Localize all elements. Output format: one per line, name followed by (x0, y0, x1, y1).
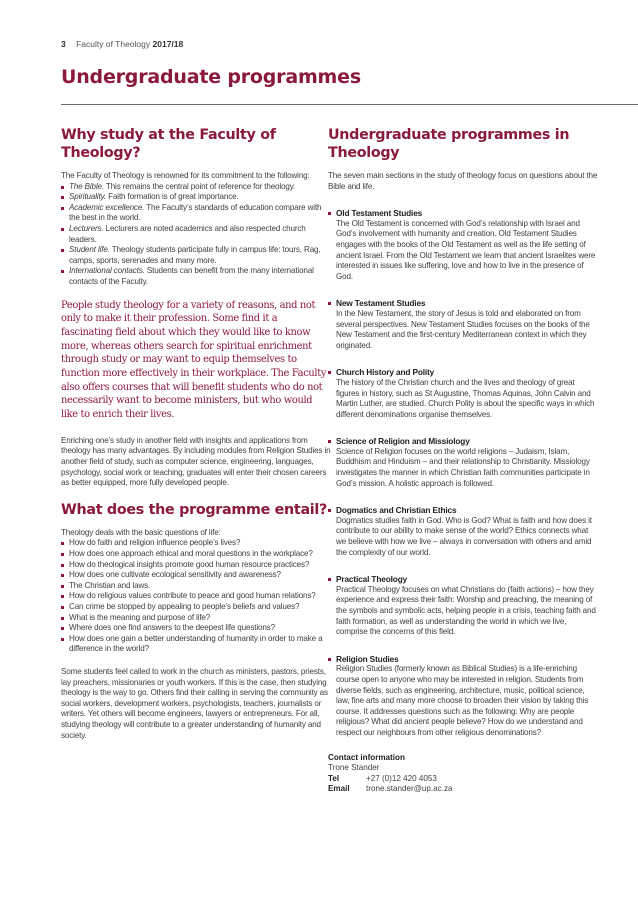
programmes-intro: The seven main sections in the study of theology focus on questions about the Bible and life. (328, 171, 598, 191)
bullet-text: The Faculty’s standards of education compare with the best in the world. (69, 202, 322, 223)
contact-heading: Contact information (328, 752, 405, 762)
list-item: How does one gain a better understanding of humanity in order to make a difference in the world? (61, 634, 331, 655)
contact-name: Trone Stander (328, 763, 380, 773)
programme-title: Old Testament Studies (336, 208, 423, 219)
title-divider (61, 104, 638, 105)
programme-item (328, 208, 598, 282)
programme-description: In the New Testament, the story of Jesus is told and elaborated on from several perspectives. New Testament Studies focuses on the books of the New Testament and the first-century Mediterranean context in which they originated. (336, 308, 590, 350)
bullet-term: The Bible. (69, 181, 104, 191)
list-item: How do theological insights promote good human resource practices? (61, 560, 331, 571)
list-item (61, 203, 331, 224)
programme-entail-heading: What does the programme entail? (61, 501, 327, 518)
bullet-text: Students can benefit from the many international contacts of the Faculty. (69, 266, 314, 286)
bullet-text: This remains the central point of reference for theology. (103, 181, 296, 191)
contact-block (328, 753, 598, 795)
commitment-list (61, 182, 331, 288)
email-label: Email (328, 784, 350, 794)
list-item: The Christian and laws. (61, 581, 331, 592)
programme-title: New Testament Studies (336, 298, 426, 309)
programme-description: The Old Testament is concerned with God’s relationship with Israel and God’s involvement with humanity and creation. Old Testament Studies engages with the books of the Old Testament as well as the life setting of ancient Israel. From the Old Testament we learn that ancient Israelites were interested in issues like suffering, love and how to live in the presence of God. (336, 218, 596, 281)
enrich-paragraph: Enriching one’s study in another field with insights and applications from theology has many advantages. By including modules from Religion Studies in another field of study, such as computer science, engineering, languages, psychology, social work or teaching, graduates will enter their chosen careers as better equipped, more fully developed people. (61, 435, 331, 488)
programme-description: Religion Studies (formerly known as Biblical Studies) is a life-enriching course open to anyone who may be interested in religion. Students from diverse fields, such as engineering, architecture, music, political science, law, fine arts and many more choose to broaden their vision by taking this course. It addresses questions such as the following: Why are people religious? What did ancient people believe? How do we understand and respect our neighbours from other religious denominations? (336, 664, 589, 737)
list-item: Where does one find answers to the deepest life questions? (61, 623, 331, 634)
list-item: How do faith and religion influence people’s lives? (61, 538, 331, 549)
tel-label: Tel (328, 773, 340, 783)
bullet-term: Academic excellence. (69, 202, 145, 212)
email-link[interactable]: trone.stander@up.ac.za (366, 784, 453, 794)
bullet-term: Lecturers. (69, 223, 104, 233)
list-item (61, 224, 331, 245)
tel-value: +27 (0)12 420 4053 (366, 773, 437, 783)
right-column (328, 126, 598, 795)
programme-item (328, 298, 598, 351)
left-column (61, 126, 331, 741)
programmes-heading: Undergraduate programmes in Theology (328, 127, 570, 161)
contact-email-row (328, 784, 598, 795)
why-study-intro: The Faculty of Theology is renowned for its commitment to the following: (61, 171, 310, 180)
programme-title: Church History and Polity (336, 367, 435, 378)
page-number: 3 (61, 39, 66, 49)
list-item: How do religious values contribute to peace and good human relations? (61, 591, 331, 602)
bullet-term: Spirituality. (69, 192, 107, 202)
programme-item (328, 574, 598, 638)
why-study-heading: Why study at the Faculty of Theology? (61, 127, 276, 161)
list-item: Can crime be stopped by appealing to people’s beliefs and values? (61, 602, 331, 613)
page-header (61, 39, 183, 49)
publication-name: Faculty of Theology (76, 39, 151, 49)
list-item: How does one approach ethical and moral questions in the workplace? (61, 549, 331, 560)
programme-item (328, 654, 598, 739)
list-item (61, 192, 331, 203)
contact-tel-row (328, 774, 598, 785)
closing-paragraph: Some students feel called to work in the church as ministers, pastors, priests, lay preachers, missionaries or youth workers. If this is the case, then studying theology is the way to go. Others find their calling in serving the community as social workers, development workers, psychologists, teachers, journalists or writers. Yet others will become engineers, lawyers or entrepreneurs. For all, studying theology will contribute to a greater understanding of humanity and society. (61, 666, 328, 740)
programme-title: Dogmatics and Christian Ethics (336, 505, 457, 516)
page-title: Undergraduate programmes (61, 66, 361, 88)
pull-quote: People study theology for a variety of reasons, and not only to make it their profession. Some find it a fascinating field about which they would like to know more, whereas others search for spiritual enrichment through study or may want to equip themselves to function more effectively in their workplace. The Faculty also offers courses that will benefit students who do not necessarily want to become ministers, but who would like to enrich their lives. (61, 299, 327, 421)
list-item (61, 245, 331, 266)
programme-description: Dogmatics studies faith in God. Who is God? What is faith and how does it contribute to our ability to make sense of the world? Ethics connects what we believe with how we live – always in conversation with others and amid the complexity of our world. (336, 515, 592, 557)
programme-description: The history of the Christian church and the lives and theology of great figures in history, such as St Augustine, Thomas Aquinas, John Calvin and Martin Luther, are studied. Church Polity is about the specific ways in which different denominations organise themselves. (336, 377, 595, 419)
publication-year: 2017/18 (152, 39, 184, 49)
bullet-text: Lecturers are noted academics and also respected church leaders. (69, 223, 306, 244)
basic-questions-list (61, 538, 331, 655)
programme-item (328, 505, 598, 558)
programme-title: Science of Religion and Missiology (336, 436, 470, 447)
bullet-text: Theology students participate fully in campus life: tours, Rag, camps, sports, serenades and many more. (69, 245, 321, 265)
list-item (61, 182, 331, 193)
programme-item (328, 367, 598, 420)
programme-title: Religion Studies (336, 653, 399, 664)
list-item (61, 266, 331, 287)
programme-description: Practical Theology focuses on what Christians do (faith actions) – how they experience and express their faith: Worship and preaching, the meaning of the symbols and symbolic acts, helping people in a crisis, teaching faith and faith formation, as well as understanding the world in which we live, comprise the concerns of this field. (336, 584, 596, 637)
list-item: How does one cultivate ecological sensitivity and awareness? (61, 570, 331, 581)
programme-description: Science of Religion focuses on the world religions – Judaism, Islam, Buddhism and Hinduism – and their relationship to Christianity. Missiology investigates the manner in which Christian faith communities participate in God’s mission. A holistic approach is followed. (336, 446, 590, 488)
programme-item (328, 436, 598, 489)
programme-title: Practical Theology (336, 574, 408, 585)
bullet-text: Faith formation is of great importance. (106, 192, 239, 202)
bullet-term: Student life. (69, 245, 110, 255)
entail-intro: Theology deals with the basic questions of life: (61, 527, 221, 537)
list-item: What is the meaning and purpose of life? (61, 613, 331, 624)
bullet-term: International contacts. (69, 266, 145, 276)
